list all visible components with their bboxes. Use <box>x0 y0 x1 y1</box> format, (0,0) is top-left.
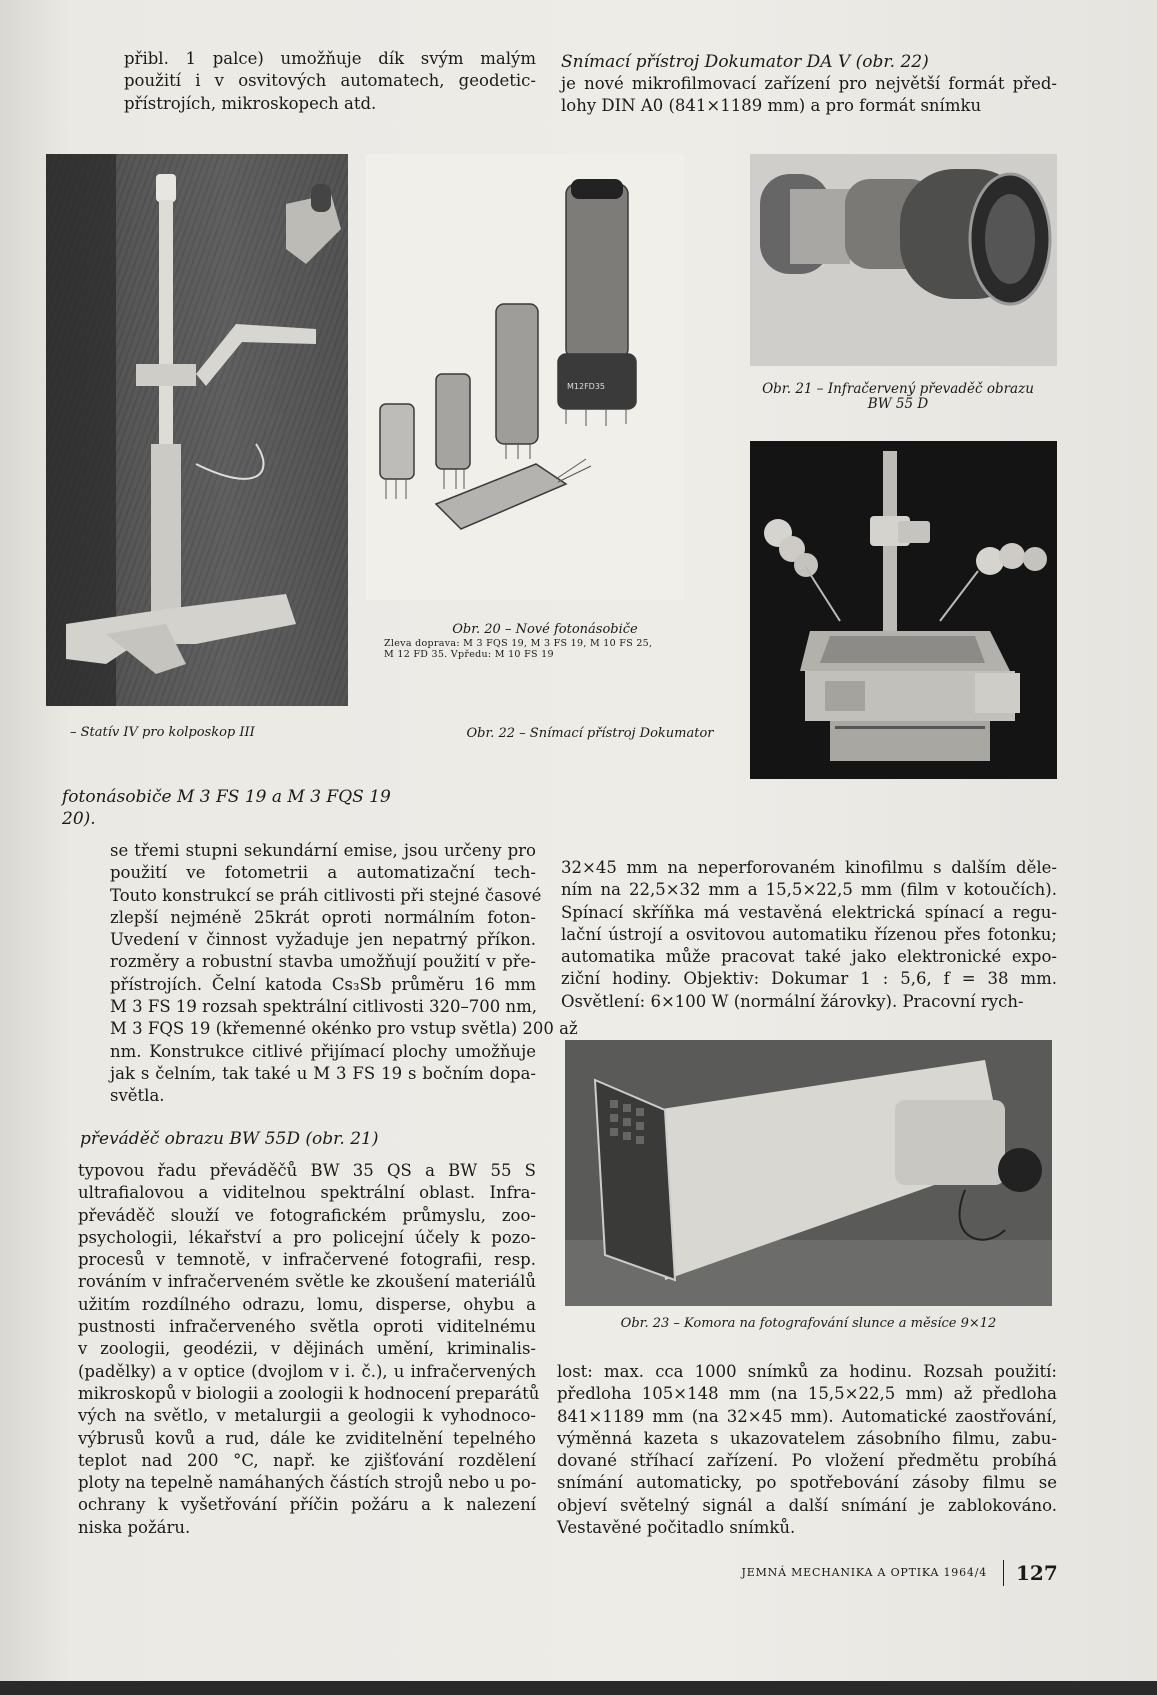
section-1-heading <box>62 786 552 830</box>
text-line: typovou řadu převáděčů BW 35 QS a BW 55 S <box>78 1161 536 1180</box>
figure-21-photo <box>750 154 1057 366</box>
text-line: Uvedení v činnost vyžaduje jen nepatrný příkon. <box>110 930 536 950</box>
figure-22-caption: Obr. 22 – Snímací přístroj Dokumator <box>466 726 714 741</box>
footer-separator <box>1003 1560 1004 1586</box>
text-line: Spínací skříňka má vestavěná elektrická spínací a regu- <box>561 902 1057 922</box>
text-line: pustnosti infračerveného světla oproti viditelnému <box>78 1317 536 1337</box>
text-line: objeví světelný signál a další snímání je zablokováno. <box>557 1495 1057 1515</box>
text-line: lost: max. cca 1000 snímků za hodinu. Rozsah použití: <box>557 1362 1057 1381</box>
text-line: přístrojích. Čelní katoda Cs₃Sb průměru 16 mm <box>110 974 536 994</box>
text-line: přibl. 1 palce) umožňuje dík svým malým <box>124 49 536 68</box>
text-line: se třemi stupni sekundární emise, jsou určeny pro <box>110 841 536 860</box>
section-2-body <box>78 1160 540 1539</box>
figure-23-caption: Obr. 23 – Komora na fotografování slunce a měsíce 9×12 <box>620 1316 997 1331</box>
right-middle-text <box>561 857 1057 1013</box>
text-line: užitím rozdílného odrazu, lomu, disperse, ohybu a <box>78 1294 536 1314</box>
tube-label: M12FD35 <box>567 382 606 391</box>
text-line: Vestavěné počitadlo snímků. <box>557 1518 796 1538</box>
section-1-body <box>110 840 578 1108</box>
figure-22-photo <box>750 441 1057 779</box>
text-line: je nové mikrofilmovací zařízení pro největší formát před- <box>561 74 1057 93</box>
text-line: Osvětlení: 6×100 W (normální žárovky). Pracovní rych- <box>561 991 1024 1011</box>
text-line: M 3 FS 19 rozsah spektrální citlivosti 320–700 nm, <box>110 997 537 1017</box>
text-line: procesů v temnotě, v infračervené fotografii, resp. <box>78 1250 536 1270</box>
text-line: převáděč slouží ve fotografickém průmyslu, zoo- <box>78 1205 536 1225</box>
text-line: automatika může pracovat také jako elektronické expo- <box>561 947 1057 967</box>
text-line: mikroskopů v biologii a zoologii k hodnocení preparátů <box>78 1383 540 1403</box>
left-top-text <box>124 48 536 115</box>
text-line: niska požáru. <box>78 1517 191 1537</box>
text-line: přístrojích, mikroskopech atd. <box>124 93 377 113</box>
section-1-heading-line-2: 20). <box>62 809 96 829</box>
figure-19-caption: – Statív IV pro kolposkop III <box>70 725 255 740</box>
text-line: použití i v osvitových automatech, geodetic- <box>124 71 536 91</box>
scan-edge <box>0 1681 1157 1695</box>
text-line: rozměry a robustní stavba umožňují použití v pře- <box>110 952 536 972</box>
photomultiplier-tubes-illustration <box>366 154 684 600</box>
text-line: vých na světlo, v metalurgii a geologii k vyhodnoco- <box>78 1406 536 1426</box>
text-line: Touto konstrukcí se práh citlivosti při stejné časové <box>110 885 542 905</box>
right-bottom-text <box>557 1361 1057 1539</box>
text-line: 32×45 mm na neperforovaném kinofilmu s dalším děle- <box>561 858 1057 877</box>
figure-21-caption-line-2: BW 55 D <box>867 396 929 412</box>
figure-20-detail-2: M 12 FD 35. Vpředu: M 10 FS 19 <box>384 649 554 660</box>
section-2-heading: převáděč obrazu BW 55D (obr. 21) <box>80 1129 379 1149</box>
kolposkop-stand-illustration <box>46 154 348 706</box>
figure-20-caption: Obr. 20 – Nové fotonásobiče <box>452 622 638 637</box>
page-number: 127 <box>1016 1561 1058 1585</box>
text-line: zlepší nejméně 25krát oproti normálním foton- <box>110 907 536 927</box>
text-line: 841×1189 mm (na 32×45 mm). Automatické zaostřování, <box>557 1406 1057 1426</box>
figure-20-detail-1: Zleva doprava: M 3 FQS 19, M 3 FS 19, M 10 FS 25, <box>384 638 653 649</box>
figure-21-caption-line-1: Obr. 21 – Infračervený převaděč obrazu <box>762 381 1034 397</box>
text-line: výbrusů kovů a rud, dále ke zviditelnění tepelného <box>78 1428 536 1448</box>
text-line: psychologii, lékařství a pro policejní účely k pozo- <box>78 1227 536 1247</box>
dokumator-illustration <box>750 441 1057 779</box>
text-line: lohy DIN A0 (841×1189 mm) a pro formát snímku <box>561 96 982 116</box>
text-line: ochrany k vyšetřování příčin požáru a k nalezení <box>78 1495 536 1515</box>
text-line: světla. <box>110 1086 165 1106</box>
figure-21-caption <box>732 382 1064 412</box>
text-line: výměnná kazeta s ukazovatelem zásobního filmu, zabu- <box>557 1428 1057 1448</box>
text-line: M 3 FQS 19 (křemenné okénko pro vstup světla) 200 až <box>110 1019 578 1039</box>
text-line: dované stříhací zařízení. Po vložení předmětu probíhá <box>557 1451 1057 1471</box>
text-line: použití ve fotometrii a automatizační tech- <box>110 863 536 883</box>
text-line: lační ústrojí a osvitovou automatiku řízenou přes fotonku; <box>561 924 1057 944</box>
figure-19-photo <box>46 154 348 706</box>
text-line: teplot nad 200 °C, např. ke zjišťování rozdělení <box>78 1450 536 1470</box>
text-line: rováním v infračerveném světle ke zkoušení materiálů <box>78 1272 536 1292</box>
text-line: (padělky) a v optice (dvojlom v i. č.), u infračervených <box>78 1361 536 1381</box>
text-line: ním na 22,5×32 mm a 15,5×22,5 mm (film v kotoučích). <box>561 880 1057 900</box>
text-line: jak s čelním, tak také u M 3 FS 19 s bočním dopa- <box>110 1063 536 1083</box>
text-line: nm. Konstrukce citlivé přijímací plochy umožňuje <box>110 1041 536 1061</box>
figure-20-photo <box>366 154 684 600</box>
dokumator-heading: Snímací přístroj Dokumator DA V (obr. 22) <box>561 52 929 72</box>
solar-camera-illustration <box>565 1040 1052 1306</box>
figure-23-photo <box>565 1040 1052 1306</box>
text-line: snímání automaticky, po spotřebování zásoby filmu se <box>557 1473 1057 1493</box>
infrared-converter-illustration <box>750 154 1057 366</box>
journal-footer: JEMNÁ MECHANIKA A OPTIKA 1964/4 <box>741 1566 987 1579</box>
right-top-text <box>561 73 1057 118</box>
text-line: ziční hodiny. Objektiv: Dokumar 1 : 5,6, f = 38 mm. <box>561 969 1057 989</box>
text-line: předloha 105×148 mm (na 15,5×22,5 mm) až předloha <box>557 1384 1057 1404</box>
text-line: ploty na tepelně namáhaných částích strojů nebo u po- <box>78 1473 537 1493</box>
section-1-heading-line-1: fotonásobiče M 3 FS 19 a M 3 FQS 19 <box>62 787 391 807</box>
text-line: ultrafialovou a viditelnou spektrální oblast. Infra- <box>78 1183 536 1203</box>
text-line: v zoologii, geodézii, v dějinách umění, kriminalis- <box>78 1339 536 1359</box>
